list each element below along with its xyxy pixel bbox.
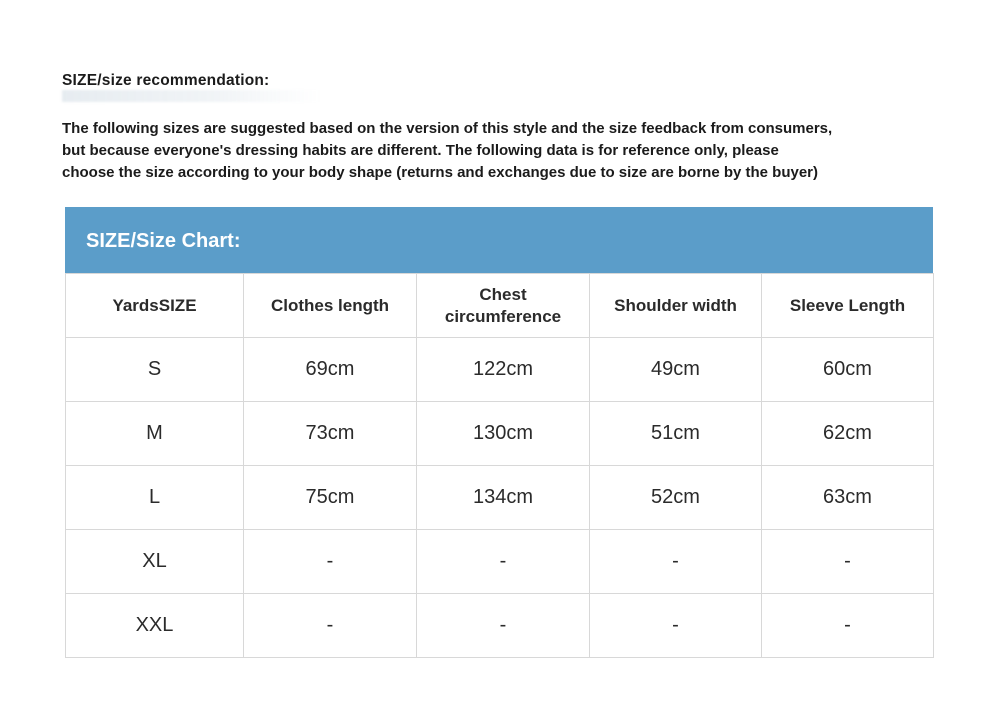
cell-clothes-length: - (244, 594, 417, 658)
intro-line-1: The following sizes are suggested based on the version of this style and the size feedback from consumers, (62, 120, 833, 137)
cell-size: S (66, 338, 244, 402)
size-chart-title: SIZE/Size Chart: (65, 207, 933, 273)
cell-chest-circumference: - (417, 594, 590, 658)
cell-chest-circumference: 122cm (417, 338, 590, 402)
cell-clothes-length: 69cm (244, 338, 417, 402)
table-row (66, 338, 934, 402)
cell-clothes-length: - (244, 530, 417, 594)
column-header-clothes-length: Clothes length (244, 274, 417, 338)
table-header (66, 274, 934, 338)
intro-line-2: but because everyone's dressing habits are different. The following data is for reference only, please (62, 141, 779, 159)
cell-clothes-length: 75cm (244, 466, 417, 530)
cell-sleeve-length: 62cm (762, 402, 934, 466)
column-header-shoulder-width: Shoulder width (590, 274, 762, 338)
cell-chest-circumference: 134cm (417, 466, 590, 530)
size-chart-container (65, 207, 933, 658)
cell-shoulder-width: - (590, 594, 762, 658)
cell-chest-circumference: 130cm (417, 402, 590, 466)
cell-sleeve-length: 63cm (762, 466, 934, 530)
table-row (66, 466, 934, 530)
cell-shoulder-width: 52cm (590, 466, 762, 530)
page-title: SIZE/size recommendation: (62, 72, 270, 89)
cell-shoulder-width: - (590, 530, 762, 594)
size-chart-table (65, 273, 934, 658)
intro-line-3: choose the size according to your body shape (returns and exchanges due to size are borne by the buyer) (62, 163, 819, 181)
table-row (66, 594, 934, 658)
column-header-size: YardsSIZE (66, 274, 244, 338)
cell-clothes-length: 73cm (244, 402, 417, 466)
cell-size: M (66, 402, 244, 466)
cell-sleeve-length: - (762, 594, 934, 658)
intro-paragraph (62, 118, 942, 183)
cell-chest-circumference: - (417, 530, 590, 594)
table-body (66, 338, 934, 658)
table-header-row (66, 274, 934, 338)
cell-size: XXL (66, 594, 244, 658)
cell-shoulder-width: 49cm (590, 338, 762, 402)
cell-shoulder-width: 51cm (590, 402, 762, 466)
cell-sleeve-length: - (762, 530, 934, 594)
table-row (66, 530, 934, 594)
table-row (66, 402, 934, 466)
column-header-chest-circumference: Chest circumference (417, 274, 590, 338)
cell-size: L (66, 466, 244, 530)
cell-size: XL (66, 530, 244, 594)
cell-sleeve-length: 60cm (762, 338, 934, 402)
faded-text-artifact (62, 90, 322, 102)
column-header-sleeve-length: Sleeve Length (762, 274, 934, 338)
